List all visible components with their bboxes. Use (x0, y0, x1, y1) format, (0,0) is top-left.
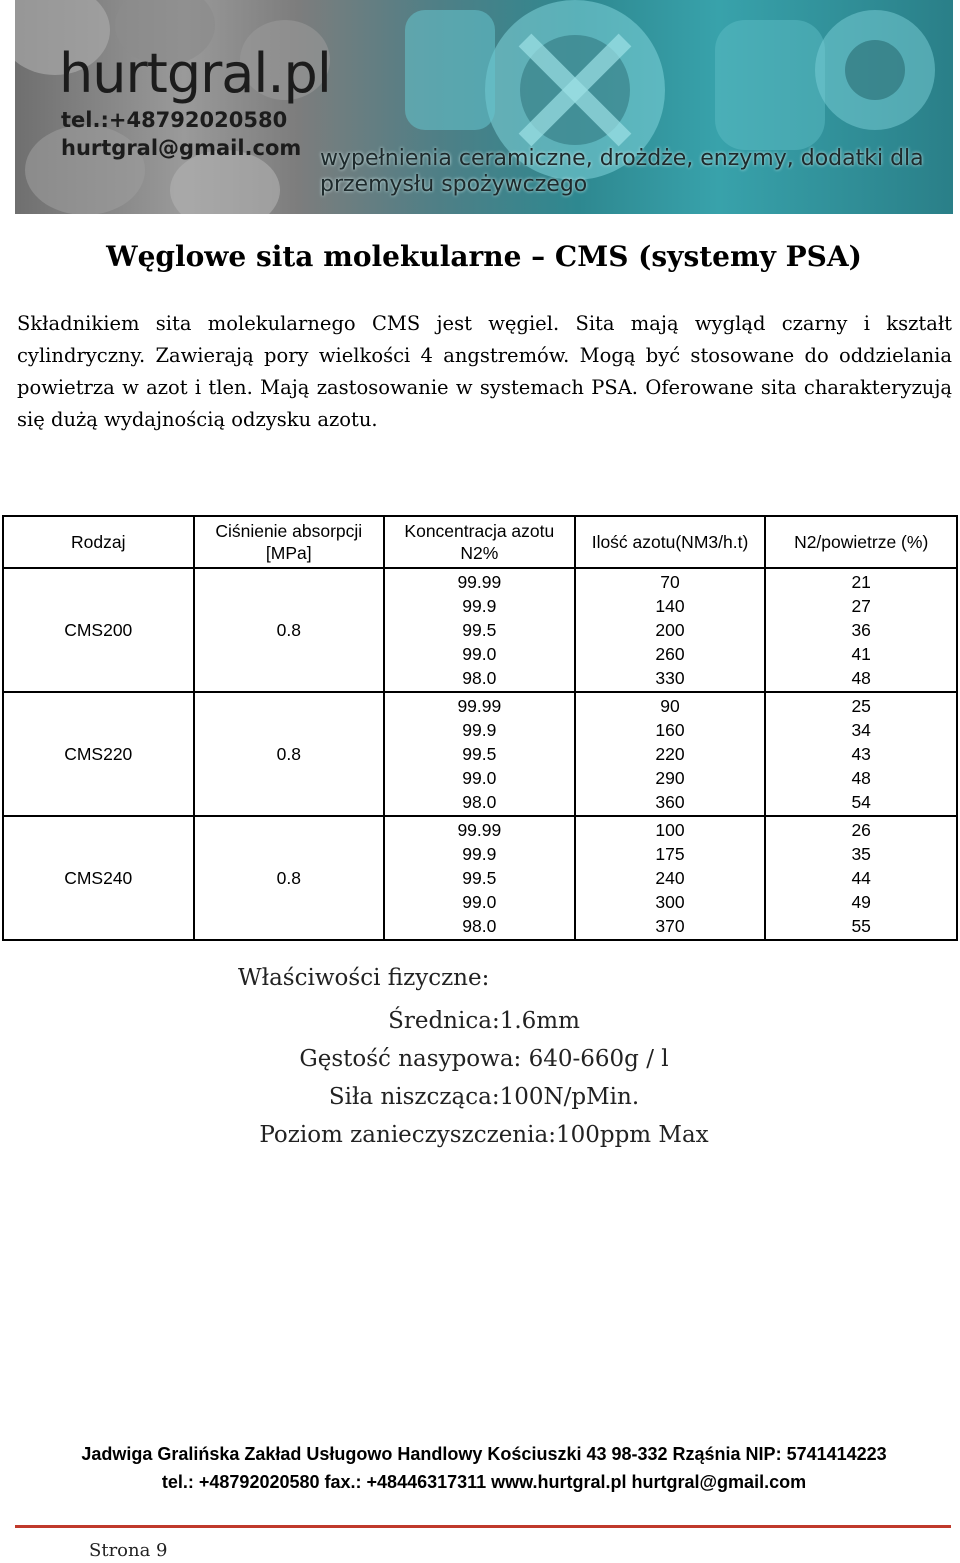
cell-ratio-value: 44 (851, 868, 871, 888)
cell-flow-value: 90 (660, 696, 680, 716)
cell-concentration-list (384, 816, 575, 940)
properties-heading: Właściwości fizyczne: (238, 965, 490, 991)
cell-ratio-list (765, 692, 957, 816)
cell-ratio-list (765, 816, 957, 940)
property-item: Gęstość nasypowa: 640-660g / l (299, 1046, 669, 1072)
cell-ratio-value: 54 (851, 792, 871, 812)
table-row (3, 568, 957, 692)
cell-concentration-value: 99.9 (462, 720, 497, 740)
cell-ratio-value: 26 (851, 820, 871, 840)
cms-spec-table (2, 515, 958, 941)
cell-ratio-value: 49 (851, 892, 871, 912)
table-row (3, 816, 957, 940)
cell-flow-value: 160 (655, 720, 685, 740)
cell-ratio-value: 35 (851, 844, 871, 864)
cell-concentration-value: 99.5 (462, 620, 497, 640)
cell-concentration-value: 99.5 (462, 868, 497, 888)
cell-concentration-value: 99.0 (462, 892, 497, 912)
property-item: Siła niszcząca:100N/pMin. (328, 1084, 640, 1110)
cell-ratio-value: 43 (851, 744, 871, 764)
cell-type: CMS240 (3, 816, 194, 940)
cell-concentration-list (384, 568, 575, 692)
cell-concentration-value: 99.99 (457, 572, 502, 592)
cell-concentration-value: 99.9 (462, 596, 497, 616)
header-banner (15, 0, 953, 214)
cell-flow-list (575, 692, 766, 816)
header-type: Rodzaj (3, 516, 194, 568)
banner-phone: tel.:+48792020580 (61, 108, 288, 132)
cell-pressure: 0.8 (194, 816, 385, 940)
page-title: Węglowe sita molekularne – CMS (systemy PSA) (106, 240, 862, 273)
cell-flow-value: 300 (655, 892, 685, 912)
cell-flow-value: 100 (655, 820, 685, 840)
cell-ratio-value: 41 (851, 644, 871, 664)
cell-ratio-value: 48 (851, 668, 871, 688)
cell-ratio-value: 34 (851, 720, 871, 740)
intro-paragraph: Składnikiem sita molekularnego CMS jest węgiel. Sita mają wygląd czarny i kształt cylindryczny. Zawierają pory wielkości 4 angstremów. Mogą być stosowane do oddzielania powietrza w azot i tlen. Mają zastosowanie w systemach PSA. Oferowane sita charakteryzują się dużą wydajnością odzysku azotu. (17, 312, 952, 431)
cell-concentration-value: 99.0 (462, 768, 497, 788)
header-concentration: Koncentracja azotu N2% (384, 516, 575, 568)
banner-tagline: wypełnienia ceramiczne, drożdże, enzymy, dodatki dla przemysłu spożywczego (320, 146, 924, 197)
cell-flow-value: 70 (660, 572, 680, 592)
footer-contact-line: tel.: +48792020580 fax.: +48446317311 www.hurtgral.pl hurtgral@gmail.com (161, 1472, 807, 1492)
cell-ratio-value: 21 (851, 572, 871, 592)
cell-concentration-value: 99.0 (462, 644, 497, 664)
cell-concentration-value: 99.5 (462, 744, 497, 764)
cell-ratio-value: 48 (851, 768, 871, 788)
cell-concentration-value: 99.99 (457, 696, 502, 716)
table-header-row (3, 516, 957, 568)
table-row (3, 692, 957, 816)
cell-flow-list (575, 816, 766, 940)
header-pressure: Ciśnienie absorpcji [MPa] (194, 516, 385, 568)
cell-concentration-value: 98.0 (462, 668, 497, 688)
cell-ratio-value: 36 (851, 620, 871, 640)
cell-concentration-value: 99.99 (457, 820, 502, 840)
cell-flow-value: 220 (655, 744, 685, 764)
brand-logo-text: hurtgral.pl (59, 42, 331, 105)
page-number: Strona 9 (89, 1540, 168, 1561)
cell-concentration-value: 99.9 (462, 844, 497, 864)
banner-email: hurtgral@gmail.com (61, 136, 302, 160)
cell-flow-value: 330 (655, 668, 685, 688)
cell-flow-value: 290 (655, 768, 685, 788)
table-body (3, 568, 957, 940)
cell-ratio-value: 27 (851, 596, 871, 616)
footer-contact (0, 1440, 960, 1496)
cell-concentration-list (384, 692, 575, 816)
cell-pressure: 0.8 (194, 692, 385, 816)
cell-ratio-value: 25 (851, 696, 871, 716)
cell-flow-list (575, 568, 766, 692)
footer-company-line: Jadwiga Gralińska Zakład Usługowo Handlowy Kościuszki 43 98-332 Rząśnia NIP: 5741414223 (81, 1444, 887, 1464)
footer-divider (15, 1525, 951, 1528)
cell-flow-value: 360 (655, 792, 685, 812)
cell-concentration-value: 98.0 (462, 792, 497, 812)
cell-pressure: 0.8 (194, 568, 385, 692)
cell-flow-value: 175 (655, 844, 685, 864)
cell-type: CMS220 (3, 692, 194, 816)
properties-list (208, 1002, 760, 1154)
cell-type: CMS200 (3, 568, 194, 692)
cell-ratio-value: 55 (851, 916, 871, 936)
property-item: Średnica:1.6mm (388, 1008, 580, 1034)
cell-flow-value: 140 (655, 596, 685, 616)
cell-flow-value: 200 (655, 620, 685, 640)
property-item: Poziom zanieczyszczenia:100ppm Max (259, 1122, 709, 1148)
cell-flow-value: 260 (655, 644, 685, 664)
header-ratio: N2/powietrze (%) (765, 516, 957, 568)
header-flow: Ilość azotu(NM3/h.t) (575, 516, 766, 568)
cell-flow-value: 240 (655, 868, 685, 888)
cell-ratio-list (765, 568, 957, 692)
cell-concentration-value: 98.0 (462, 916, 497, 936)
cell-flow-value: 370 (655, 916, 685, 936)
